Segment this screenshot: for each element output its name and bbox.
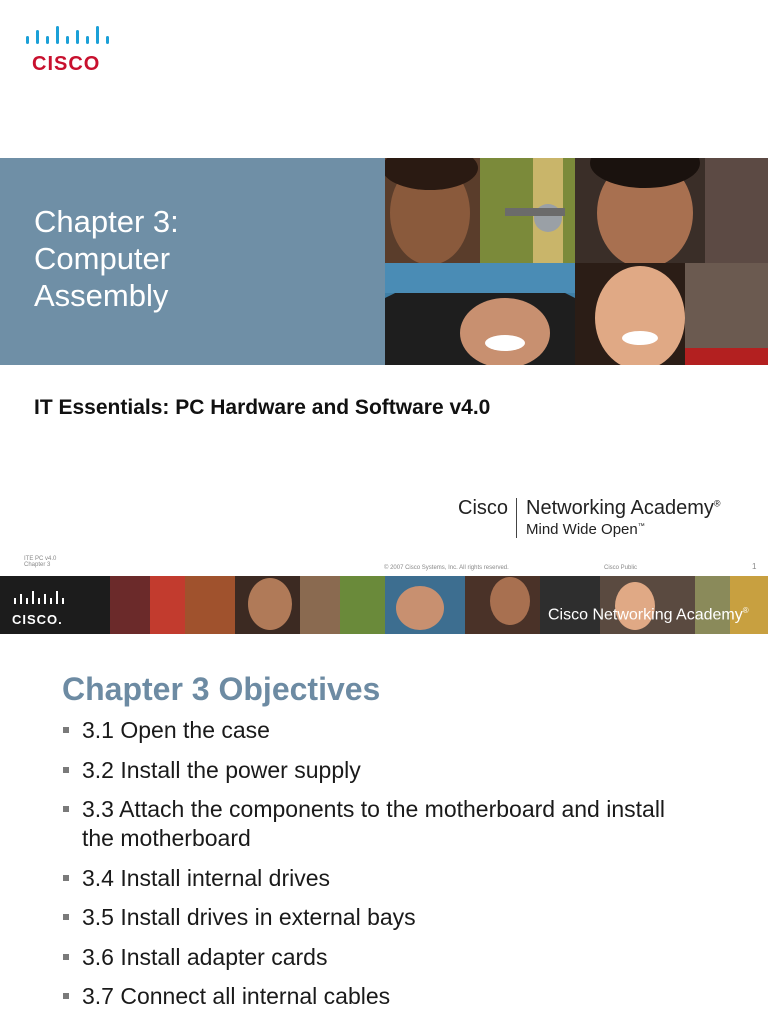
na-registered: ® xyxy=(713,498,721,509)
list-item-text: 3.2 Install the power supply xyxy=(82,756,361,783)
course-subtitle: IT Essentials: PC Hardware and Software v4.0 xyxy=(34,396,491,419)
chapter-title-line: Computer xyxy=(34,241,171,276)
list-item-text: 3.5 Install drives in external bays xyxy=(82,904,416,930)
bullet-icon xyxy=(63,954,69,960)
na-name-text: Networking Academy xyxy=(526,497,714,519)
list-item xyxy=(62,982,722,1011)
photo-collage xyxy=(385,158,768,365)
objectives-list xyxy=(62,716,722,1022)
list-item-text: 3.6 Install adapter cards xyxy=(82,943,328,970)
list-item xyxy=(62,903,722,932)
na-tagline-text: Mind Wide Open xyxy=(526,521,638,538)
photo-collage-image xyxy=(385,158,768,365)
na-name xyxy=(526,497,721,520)
banner-photo-strip xyxy=(0,576,768,634)
banner-academy-text xyxy=(548,606,749,624)
banner-cisco-logo xyxy=(12,590,68,627)
banner-academy-registered: ® xyxy=(742,606,749,615)
na-tm: ™ xyxy=(637,523,645,530)
cisco-bridge-icon xyxy=(12,590,68,606)
list-item xyxy=(62,716,722,745)
banner-cisco-text: CISCO. xyxy=(12,612,63,627)
bullet-icon xyxy=(63,727,69,733)
banner xyxy=(0,576,768,634)
footer-copyright: © 2007 Cisco Systems, Inc. All rights reserved. xyxy=(384,565,509,571)
list-item-text: 3.1 Open the case xyxy=(82,717,270,743)
footer-classification: Cisco Public xyxy=(604,565,638,571)
list-item-text: 3.7 Connect all internal cables xyxy=(82,983,391,1009)
bullet-icon xyxy=(63,914,69,920)
objectives-slide xyxy=(0,576,768,1024)
na-cisco-text: Cisco xyxy=(458,497,509,519)
bullet-icon xyxy=(63,993,69,999)
bullet-icon xyxy=(63,806,69,812)
chapter-title-line: Chapter 3: xyxy=(34,204,179,239)
list-item-text: 3.4 Install internal drives xyxy=(82,864,331,891)
chapter-title-line: Assembly xyxy=(34,278,169,313)
chapter-title xyxy=(34,203,364,314)
bullet-icon xyxy=(63,767,69,773)
page-number: 1 xyxy=(752,562,757,571)
list-item xyxy=(62,943,722,972)
list-item-text: 3.3 Attach the components to the motherboard and install the motherboard xyxy=(82,796,666,851)
banner-academy-label: Cisco Networking Academy xyxy=(548,606,743,624)
footer-course xyxy=(24,556,56,568)
bullet-icon xyxy=(63,875,69,881)
cisco-bridge-icon xyxy=(22,24,118,52)
list-item xyxy=(62,795,682,853)
footer-course-line2: Chapter 3 xyxy=(24,562,51,568)
list-item xyxy=(62,864,722,893)
na-divider xyxy=(516,498,517,538)
list-item xyxy=(62,756,722,785)
na-tagline xyxy=(526,521,645,538)
cisco-logo-text: CISCO xyxy=(32,53,101,75)
cisco-logo xyxy=(22,24,118,76)
footer-course-line1: ITE PC v4.0 xyxy=(24,556,57,562)
slide-title: Chapter 3 Objectives xyxy=(62,671,381,707)
